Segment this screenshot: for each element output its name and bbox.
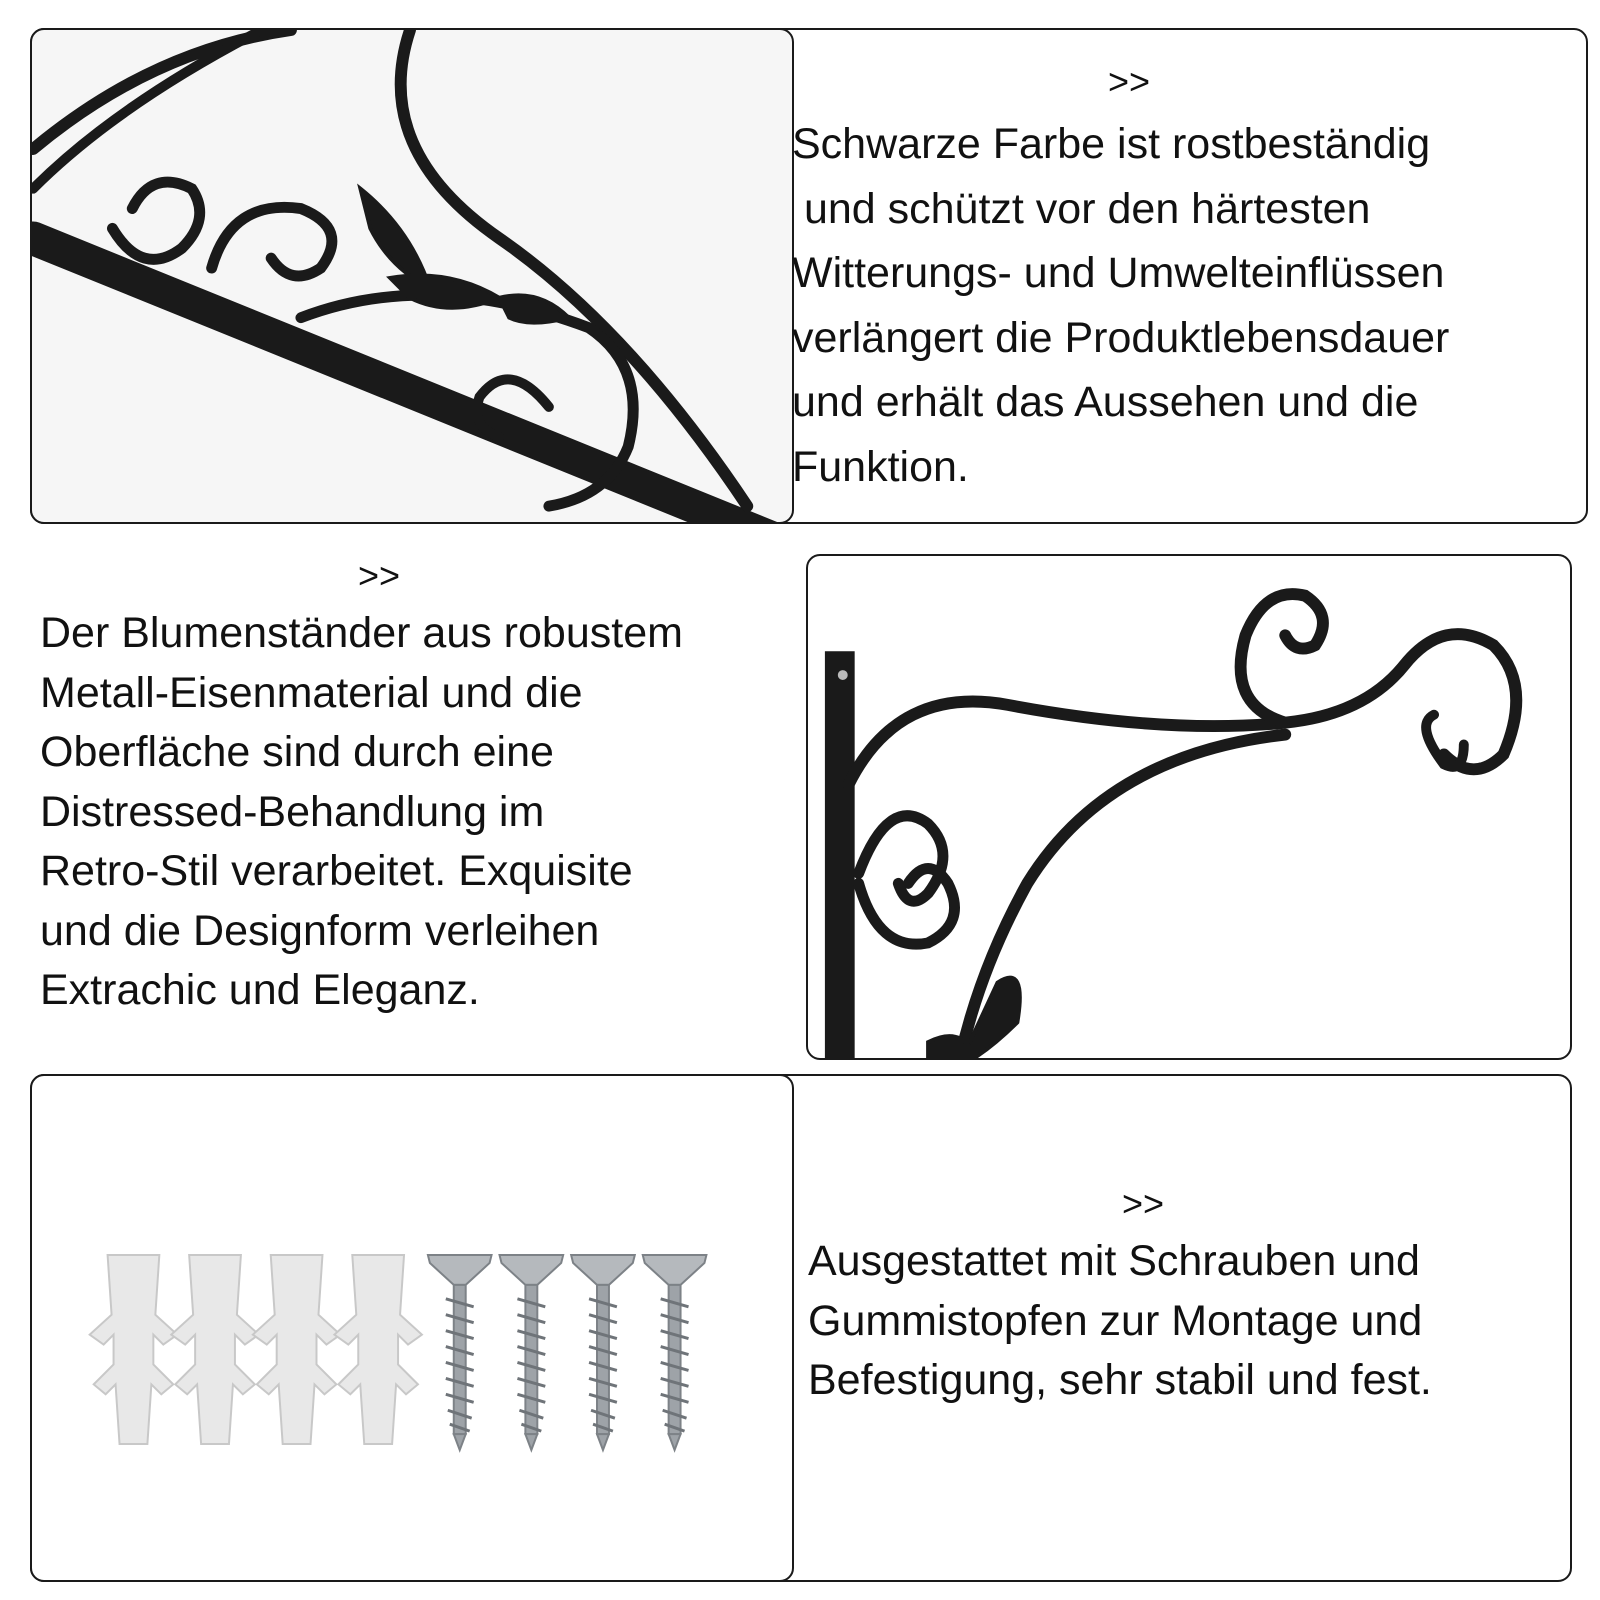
description-line: und die Designform verleihen	[40, 906, 600, 955]
description-line: und schützt vor den härtesten	[792, 184, 1371, 233]
description-line: Retro-Stil verarbeitet. Exquisite	[40, 847, 633, 895]
screws-and-plugs-image	[32, 1076, 792, 1581]
wall-bracket-photo	[806, 554, 1572, 1060]
description-line: Oberfläche sind durch eine	[40, 728, 554, 776]
description-line: Ausgestattet mit Schrauben und	[808, 1237, 1420, 1285]
mounting-hardware-photo	[30, 1074, 794, 1582]
description-line: Funktion.	[792, 442, 969, 491]
wall-plug	[171, 1255, 259, 1444]
description-line: Distressed-Behandlung im	[40, 787, 545, 836]
rust-resistance-description	[792, 112, 1449, 499]
wall-plug	[334, 1255, 422, 1444]
description-line: Schwarze Farbe ist rostbeständig	[792, 120, 1431, 168]
description-line: und erhält das Aussehen und die	[792, 378, 1419, 426]
description-line: Gummistopfen zur Montage und	[808, 1296, 1423, 1345]
bracket-scroll-closeup-photo	[30, 28, 794, 524]
wall-bracket-image	[808, 556, 1570, 1058]
description-line: Der Blumenständer aus robustem	[40, 609, 683, 657]
bullet-arrow: >>	[1108, 61, 1151, 102]
screw	[428, 1255, 492, 1450]
description-line: verlängert die Produktlebensdauer	[792, 313, 1450, 362]
scroll-bracket-detail-image	[32, 30, 792, 522]
wall-plug	[253, 1255, 341, 1444]
description-line: Extrachic und Eleganz.	[40, 966, 480, 1014]
description-line: Witterungs- und Umwelteinflüssen	[792, 249, 1445, 297]
mounting-description	[808, 1232, 1432, 1411]
bullet-arrow: >>	[358, 555, 401, 596]
description-line: Metall-Eisenmaterial und die	[40, 668, 583, 717]
wall-plug	[90, 1255, 178, 1444]
screw	[643, 1255, 707, 1450]
material-description	[40, 604, 683, 1021]
description-line: Befestigung, sehr stabil und fest.	[808, 1356, 1432, 1404]
screw	[571, 1255, 635, 1450]
bullet-arrow: >>	[1122, 1183, 1165, 1224]
screw	[500, 1255, 564, 1450]
